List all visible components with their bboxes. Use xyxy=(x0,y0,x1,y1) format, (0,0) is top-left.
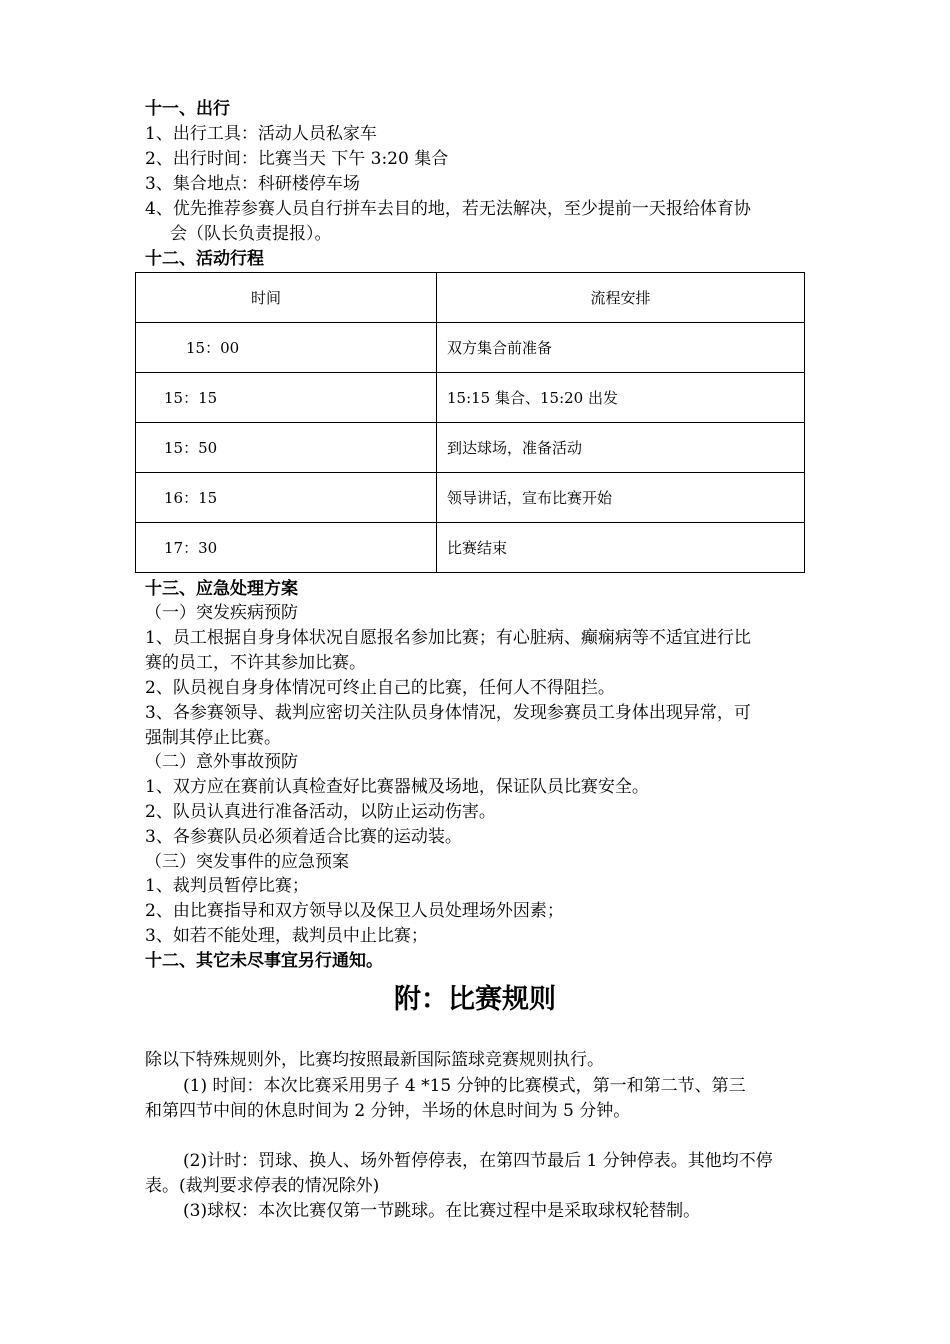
row-time: 15：00 xyxy=(136,323,437,373)
schedule-table xyxy=(135,272,805,573)
header-plan: 流程安排 xyxy=(437,273,805,323)
row-plan: 到达球场，准备活动 xyxy=(437,423,805,473)
rule-2-line-2: 表。(裁判要求停表的情况除外) xyxy=(145,1176,380,1196)
illness-item-3: 3、各参赛领导、裁判应密切关注队员身体情况，发现参赛员工身体出现异常，可 xyxy=(145,703,751,723)
travel-item-4: 4、优先推荐参赛人员自行拼车去目的地，若无法解决，至少提前一天报给体育协 xyxy=(145,199,751,219)
row-plan: 比赛结束 xyxy=(437,523,805,573)
row-time: 16：15 xyxy=(136,473,437,523)
illness-item-1-cont: 赛的员工，不许其参加比赛。 xyxy=(145,653,366,673)
incident-item-3: 3、如若不能处理，裁判员中止比赛； xyxy=(145,926,428,946)
table-row xyxy=(136,373,805,423)
table-row xyxy=(136,323,805,373)
subheading-incident: （三）突发事件的应急预案 xyxy=(145,852,349,872)
table-row xyxy=(136,523,805,573)
incident-item-1: 1、裁判员暂停比赛； xyxy=(145,876,309,896)
rule-1-line-2: 和第四节中间的休息时间为 2 分钟，半场的休息时间为 5 分钟。 xyxy=(145,1101,631,1121)
accident-item-3: 3、各参赛队员必须着适合比赛的运动装。 xyxy=(145,827,462,847)
accident-item-1: 1、双方应在赛前认真检查好比赛器械及场地，保证队员比赛安全。 xyxy=(145,777,649,797)
closing-note: 十二、其它未尽事宜另行通知。 xyxy=(145,951,383,971)
subheading-accident: （二）意外事故预防 xyxy=(145,752,298,772)
travel-item-4-cont: 会（队长负责提报）。 xyxy=(170,224,332,244)
row-plan: 双方集合前准备 xyxy=(437,323,805,373)
row-plan: 15:15 集合、15:20 出发 xyxy=(437,373,805,423)
travel-item-1: 1、出行工具：活动人员私家车 xyxy=(145,124,377,144)
illness-item-3-cont: 强制其停止比赛。 xyxy=(145,728,281,748)
row-plan: 领导讲话，宣布比赛开始 xyxy=(437,473,805,523)
rules-intro: 除以下特殊规则外，比赛均按照最新国际篮球竞赛规则执行。 xyxy=(145,1050,604,1070)
rule-3: (3)球权：本次比赛仅第一节跳球。在比赛过程中是采取球权轮替制。 xyxy=(183,1201,701,1221)
rule-2-line-1: (2)计时：罚球、换人、场外暂停停表，在第四节最后 1 分钟停表。其他均不停 xyxy=(183,1151,773,1171)
row-time: 15：15 xyxy=(136,373,437,423)
table-row xyxy=(136,423,805,473)
section-heading-travel: 十一、出行 xyxy=(145,99,230,119)
travel-item-3: 3、集合地点：科研楼停车场 xyxy=(145,174,360,194)
travel-item-2: 2、出行时间：比赛当天 下午 3:20 集合 xyxy=(145,149,449,169)
row-time: 17：30 xyxy=(136,523,437,573)
header-time: 时间 xyxy=(136,273,437,323)
incident-item-2: 2、由比赛指导和双方领导以及保卫人员处理场外因素； xyxy=(145,901,564,921)
rule-1-line-1: (1) 时间：本次比赛采用男子 4 *15 分钟的比赛模式，第一和第二节、第三 xyxy=(183,1076,746,1096)
section-heading-emergency: 十三、应急处理方案 xyxy=(145,579,298,599)
illness-item-1: 1、员工根据自身身体状况自愿报名参加比赛；有心脏病、癫痫病等不适宜进行比 xyxy=(145,628,751,648)
table-row xyxy=(136,473,805,523)
schedule-heading: 十二、活动行程 xyxy=(145,249,264,269)
illness-item-2: 2、队员视自身身体情况可终止自己的比赛，任何人不得阻拦。 xyxy=(145,678,615,698)
rules-title: 附：比赛规则 xyxy=(394,984,556,1015)
row-time: 15：50 xyxy=(136,423,437,473)
section-heading-schedule xyxy=(145,247,810,271)
accident-item-2: 2、队员认真进行准备活动，以防止运动伤害。 xyxy=(145,802,496,822)
table-header-row xyxy=(136,273,805,323)
subheading-illness: （一）突发疾病预防 xyxy=(145,603,298,623)
